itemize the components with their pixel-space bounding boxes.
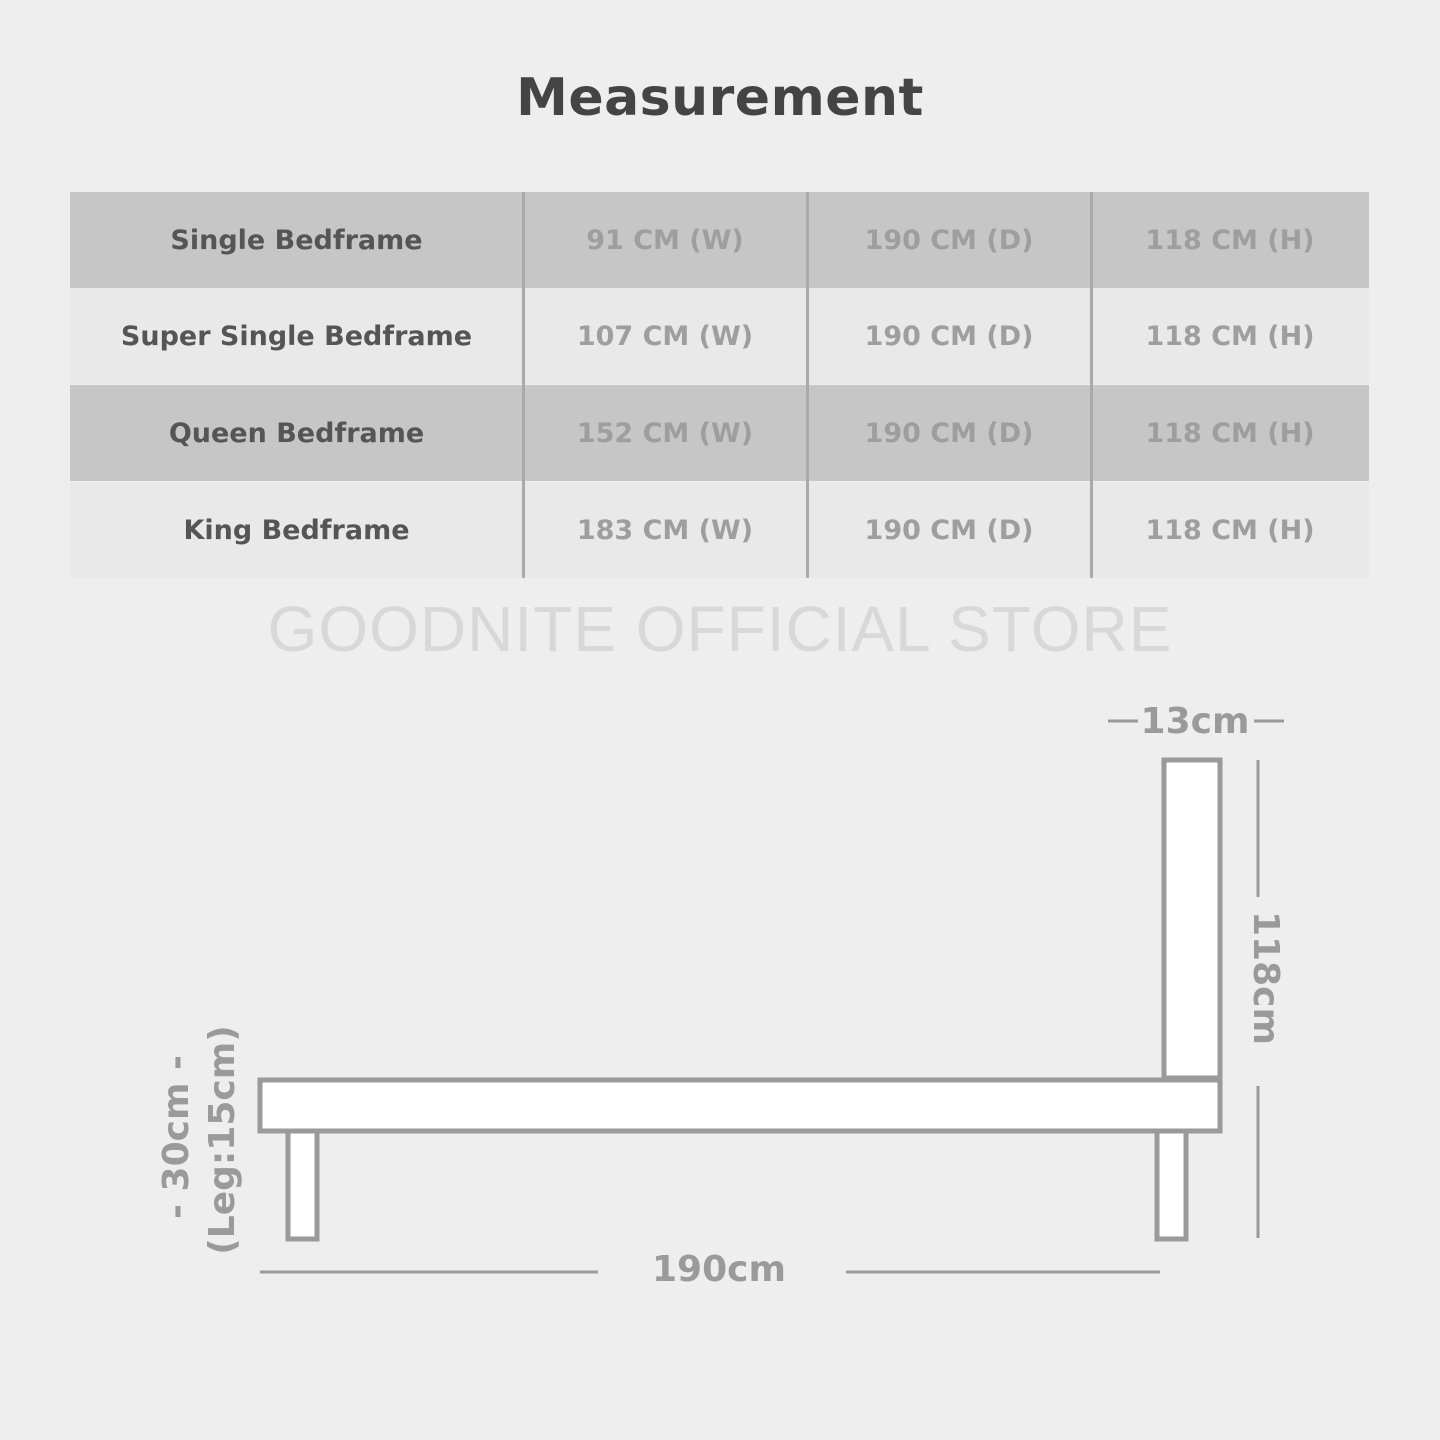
height-cell: 118 CM (H) <box>1145 514 1315 546</box>
height-cell: 118 CM (H) <box>1145 224 1315 256</box>
width-cell: 91 CM (W) <box>586 224 744 256</box>
width-cell: 183 CM (W) <box>576 514 754 546</box>
bedframe-name-cell: Single Bedframe <box>170 224 423 256</box>
bedframe-name-cell: King Bedframe <box>183 514 410 546</box>
bedframe-name-cell: Super Single Bedframe <box>120 320 473 352</box>
front-leg-shape <box>288 1131 317 1239</box>
leg-height-label: (Leg:15cm) <box>202 1025 243 1255</box>
headboard-shape <box>1164 760 1220 1078</box>
depth-cell: 190 CM (D) <box>864 320 1034 352</box>
store-watermark: GOODNITE OFFICIAL STORE <box>267 593 1173 665</box>
depth-cell: 190 CM (D) <box>864 514 1034 546</box>
length-label: 190cm <box>652 1249 786 1290</box>
depth-cell: 190 CM (D) <box>864 224 1034 256</box>
headboard-height-label: 118cm <box>1245 911 1286 1045</box>
width-cell: 152 CM (W) <box>576 417 754 449</box>
height-cell: 118 CM (H) <box>1145 417 1315 449</box>
height-cell: 118 CM (H) <box>1145 320 1315 352</box>
bed-base-shape <box>260 1080 1220 1131</box>
width-cell: 107 CM (W) <box>576 320 754 352</box>
headboard-thickness-label: 13cm <box>1140 701 1250 742</box>
back-leg-shape <box>1157 1131 1186 1239</box>
base-height-label: - 30cm - <box>156 1055 197 1219</box>
page-title: Measurement <box>516 68 924 128</box>
bedframe-name-cell: Queen Bedframe <box>168 417 425 449</box>
depth-cell: 190 CM (D) <box>864 417 1034 449</box>
